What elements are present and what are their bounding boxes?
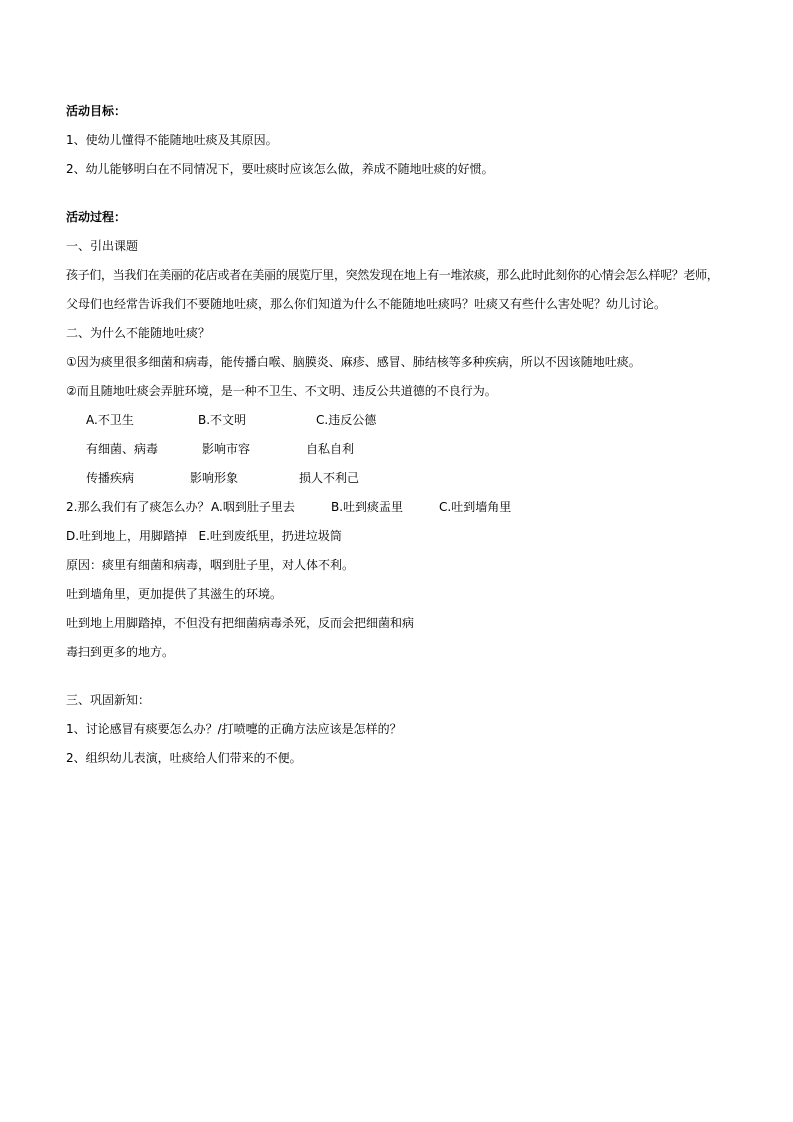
section3-title: 三、巩固新知： [66,693,151,707]
section3-item-2: 2、组织幼儿表演，吐痰给人们带来的不便。 [66,751,302,765]
option-b: B.吐到痰盂里 [331,500,404,514]
options-row2: D.吐到地上，用脚踏掉 E.吐到废纸里，扔进垃圾筒 [66,529,342,543]
table-cell: C.违反公德 [316,413,377,427]
table-cell: B.不文明 [198,413,247,427]
goals-heading: 活动目标： [66,104,127,118]
reason-3-line1: 吐到地上用脚踏掉，不但没有把细菌病毒杀死，反而会把细菌和病 [66,616,415,630]
section2-title: 二、为什么不能随地吐痰？ [66,326,211,340]
table-cell: 影响形象 [190,471,239,485]
reason-3-line2: 毒扫到更多的地方。 [66,645,175,659]
section3-item-1: 1、讨论感冒有痰要怎么办？/打喷嚏的正确方法应该是怎样的？ [66,722,402,736]
section2-point1: ①因为痰里很多细菌和病毒，能传播白喉、脑膜炎、麻疹、感冒、肺结核等多种疾病，所以不因该随地吐痰。 [66,355,641,369]
section2-point2: ②而且随地吐痰会弄脏环境，是一种不卫生、不文明、违反公共道德的不良行为。 [66,384,497,398]
section1-paragraph-line1: 孩子们，当我们在美丽的花店或者在美丽的展览厅里，突然发现在地上有一堆浓痰，那么此时此刻你的心情会怎么样呢？老师， [66,268,719,282]
question-line [66,499,209,515]
table-cell: A.不卫生 [86,413,134,427]
table-cell: 损人不利己 [299,471,360,485]
section1-paragraph-line2: 父母们也经常告诉我们不要随地吐痰，那么你们知道为什么不能随地吐痰吗？吐痰又有些什么害处呢？幼儿讨论。 [66,297,667,311]
reason-2: 吐到墙角里，更加提供了其滋生的环境。 [66,587,283,601]
goal-item-1: 1、使幼儿懂得不能随地吐痰及其原因。 [66,133,278,147]
process-heading: 活动过程： [66,210,127,224]
reason-1: 原因：痰里有细菌和病毒，咽到肚子里，对人体不利。 [66,558,355,572]
goal-item-2: 2、幼儿能够明白在不同情况下，要吐痰时应该怎么做，养成不随地吐痰的好惯。 [66,162,494,176]
section1-title: 一、引出课题 [66,239,139,253]
table-cell: 自私自利 [306,442,355,456]
table-cell: 传播疾病 [86,471,135,485]
question-text: 2.那么我们有了痰怎么办？ [66,500,210,514]
option-a: A.咽到肚子里去 [211,500,295,514]
table-cell: 影响市容 [202,442,251,456]
table-cell: 有细菌、病毒 [86,442,159,456]
option-c: C.吐到墙角里 [439,500,512,514]
